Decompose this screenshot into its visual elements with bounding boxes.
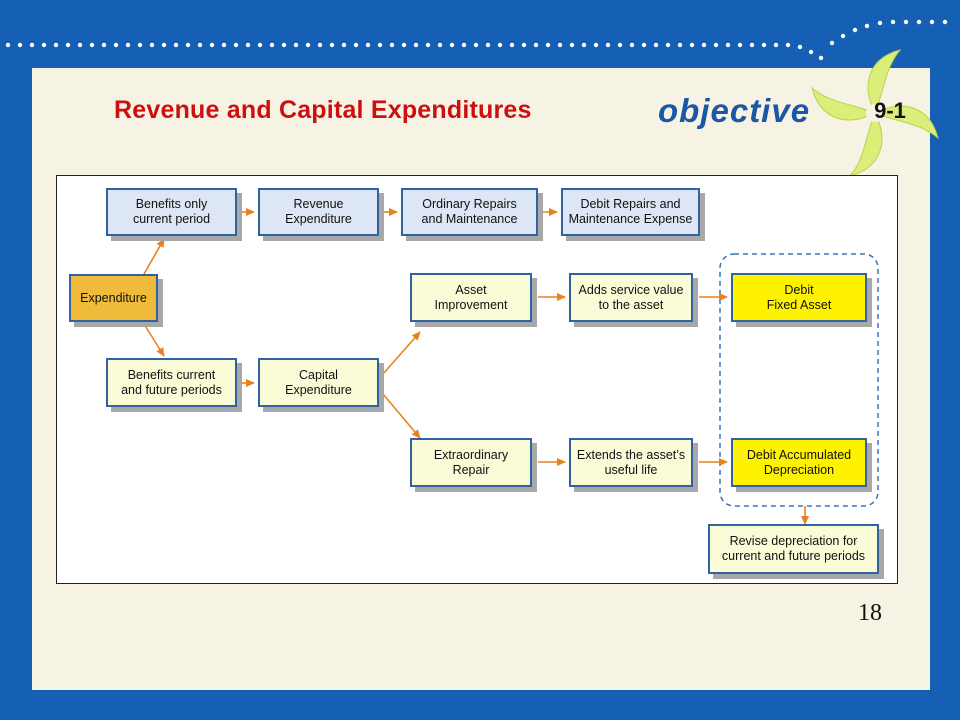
node-extraordinary-repair: Extraordinary Repair <box>410 438 532 487</box>
objective-label: objective <box>658 92 811 129</box>
objective-number: 9-1 <box>874 98 906 123</box>
node-benefits-current-period: Benefits only current period <box>106 188 237 236</box>
node-expenditure: Expenditure <box>69 274 158 322</box>
arrow-expenditure-to-benefits-future <box>144 324 164 356</box>
slide-title: Revenue and Capital Expenditures <box>114 96 532 124</box>
node-benefits-future-periods: Benefits current and future periods <box>106 358 237 407</box>
page-number: 18 <box>858 600 882 626</box>
node-asset-improvement: Asset Improvement <box>410 273 532 322</box>
node-revise-depreciation: Revise depreciation for current and future periods <box>708 524 879 574</box>
node-debit-fixed-asset: Debit Fixed Asset <box>731 273 867 322</box>
node-ordinary-repairs: Ordinary Repairs and Maintenance <box>401 188 538 236</box>
arrow-capital-to-improvement <box>383 332 420 374</box>
node-adds-service-value: Adds service value to the asset <box>569 273 693 322</box>
node-capital-expenditure: Capital Expenditure <box>258 358 379 407</box>
arrow-expenditure-to-benefits-current <box>144 239 164 274</box>
node-debit-repairs-expense: Debit Repairs and Maintenance Expense <box>561 188 700 236</box>
node-debit-accumulated-depreciation: Debit Accumulated Depreciation <box>731 438 867 487</box>
expenditure-flowchart <box>56 175 898 584</box>
arrow-capital-to-extraordinary <box>383 394 420 438</box>
node-revenue-expenditure: Revenue Expenditure <box>258 188 379 236</box>
node-extends-useful-life: Extends the asset’s useful life <box>569 438 693 487</box>
